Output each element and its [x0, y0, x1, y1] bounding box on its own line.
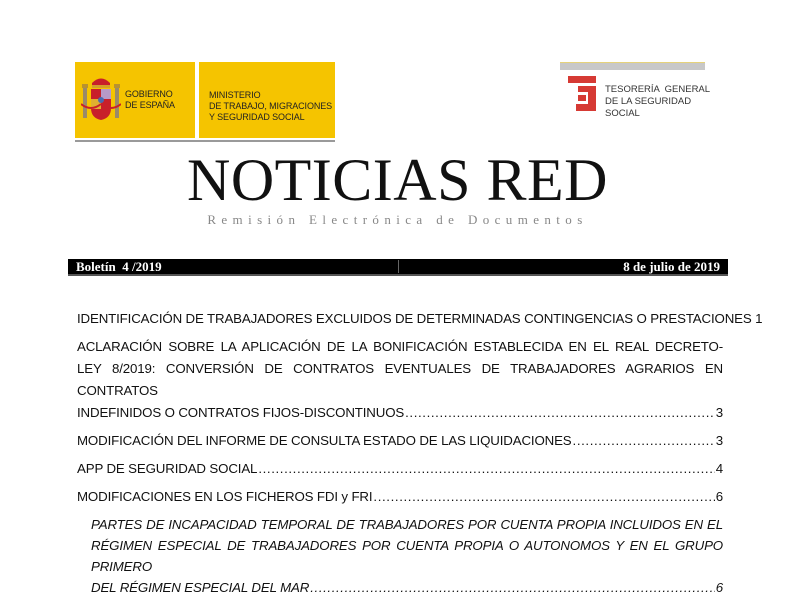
coat-of-arms-icon: [81, 74, 121, 126]
ministerio-line2: DE TRABAJO, MIGRACIONES: [209, 101, 333, 111]
tgss-logo: [560, 62, 711, 119]
tgss-text: [605, 84, 710, 120]
bulletin-number: Boletín 4 /2019: [76, 259, 162, 274]
toc-item[interactable]: [77, 486, 723, 508]
toc-leader-dots: [310, 577, 715, 598]
ministerio-line1: MINISTERIO: [209, 90, 261, 100]
table-of-contents: [77, 308, 763, 598]
tgss-line2: DE LA SEGURIDAD SOCIAL: [605, 96, 692, 119]
toc-item-label: IDENTIFICACIÓN DE TRABAJADORES EXCLUIDOS DE DETERMINADAS CONTINGENCIAS O PRESTACIONES: [77, 311, 752, 326]
toc-item-label: ACLARACIÓN SOBRE LA APLICACIÓN DE LA BONIFICACIÓN ESTABLECIDA EN EL REAL DECRETO-LEY 8/2019: CONVERSIÓN DE CONTRATOS EVENTUALES DE TRABAJADORES AGRARIOS EN CONTRATOS: [77, 339, 723, 398]
gobierno-espana-text: [125, 89, 175, 111]
tgss-emblem-icon: [568, 76, 598, 112]
ministerio-line3: Y SEGURIDAD SOCIAL: [209, 112, 305, 122]
toc-subitem-page: 6: [715, 580, 723, 595]
toc-item-label: MODIFICACIÓN DEL INFORME DE CONSULTA ESTADO DE LAS LIQUIDACIONES: [77, 433, 572, 448]
gobierno-ministerio-logo: [75, 62, 335, 142]
toc-item-label: MODIFICACIONES EN LOS FICHEROS FDI y FRI: [77, 489, 373, 504]
tgss-line1: TESORERÍA GENERAL: [605, 84, 711, 95]
bulletin-divider: [398, 260, 399, 273]
toc-leader-dots: [258, 458, 714, 480]
toc-leader-dots: [373, 486, 714, 508]
ministerio-block: [199, 62, 335, 138]
toc-item[interactable]: [77, 458, 723, 480]
tgss-top-bar: [560, 62, 705, 70]
toc-subitem-label: PARTES DE INCAPACIDAD TEMPORAL DE TRABAJADORES POR CUENTA PROPIA INCLUIDOS EN EL RÉGIMEN ESPECIAL DE TRABAJADORES POR CUENTA PROPIA O AUTONOMOS Y EN EL GRUPO PRIMERO: [91, 517, 723, 574]
toc-item-page: 6: [715, 489, 723, 504]
toc-item-page: 3: [715, 405, 723, 420]
bulletin-date: 8 de julio de 2019: [623, 259, 720, 274]
toc-subitem[interactable]: [91, 514, 723, 598]
toc-item[interactable]: [77, 308, 763, 330]
toc-item-label: APP DE SEGURIDAD SOCIAL: [77, 461, 258, 476]
toc-item[interactable]: [77, 430, 723, 452]
masthead-subtitle: Remisión Electrónica de Documentos: [207, 212, 588, 227]
toc-item-label-continued: INDEFINIDOS O CONTRATOS FIJOS-DISCONTINUOS: [77, 405, 405, 420]
masthead-title: NOTICIAS RED: [187, 147, 608, 213]
gobierno-espana-block: [75, 62, 195, 138]
toc-leader-dots: [405, 402, 715, 424]
ministerio-text: [209, 90, 332, 123]
toc-item[interactable]: [77, 336, 723, 424]
toc-item-page: 4: [715, 461, 723, 476]
gobierno-line2: DE ESPAÑA: [125, 100, 175, 110]
toc-item-page: 3: [715, 433, 723, 448]
toc-item-page: 1: [755, 311, 763, 326]
gobierno-line1: GOBIERNO: [125, 89, 173, 99]
toc-leader-dots: [573, 430, 715, 452]
bulletin-bar: [68, 259, 728, 276]
toc-subitem-label-continued: DEL RÉGIMEN ESPECIAL DEL MAR: [91, 580, 310, 595]
